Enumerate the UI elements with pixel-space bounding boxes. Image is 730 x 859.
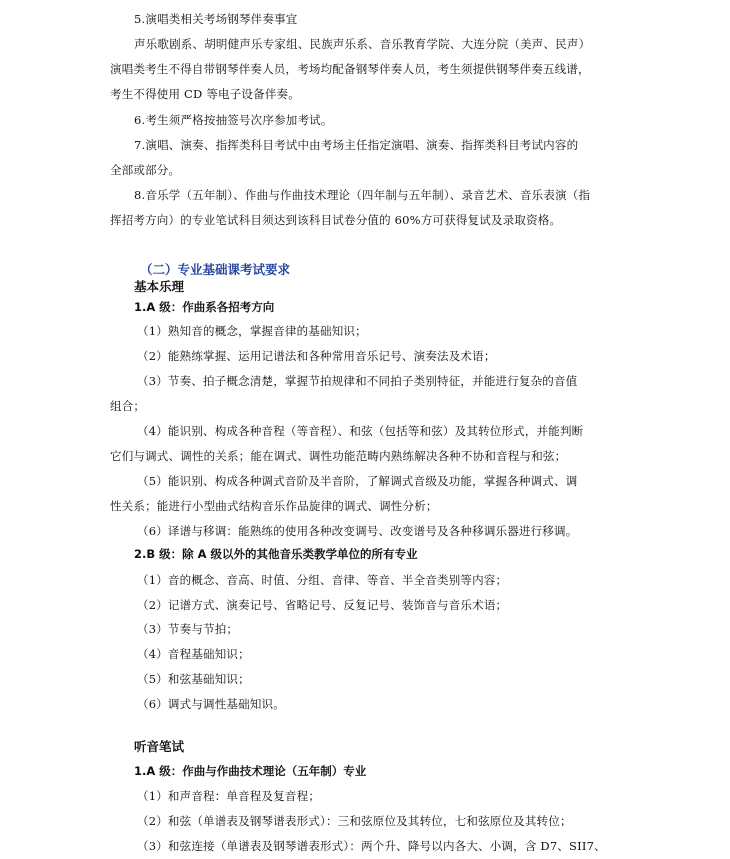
section-title: （二）专业基础课考试要求 <box>140 262 291 277</box>
level-b-line-3: （3）节奏与节拍； <box>137 622 239 636</box>
level-b-line-2: （2）记谱方式、演奏记号、省略记号、反复记号、装饰音与音乐术语； <box>137 598 508 612</box>
item-5-line-1: 声乐歌剧系、胡明健声乐专家组、民族声乐系、音乐教育学院、大连分院（美声、民声） <box>134 37 591 51</box>
level-a-line-7: （5）能识别、构成各种调式音阶及半音阶，了解调式音级及功能，掌握各种调式、调 <box>137 474 578 488</box>
level-b-line-4: （4）音程基础知识； <box>137 647 250 661</box>
level-b-line-5: （5）和弦基础知识； <box>137 672 250 686</box>
level-a-line-2: （2）能熟练掌握、运用记谱法和各种常用音乐记号、演奏法及术语； <box>137 349 496 363</box>
level-a-line-3: （3）节奏、拍子概念清楚，掌握节拍规律和不同拍子类别特征，并能进行复杂的音值 <box>137 374 578 388</box>
ear-a-line-2: （2）和弦（单谱表及钢琴谱表形式）：三和弦原位及其转位，七和弦原位及其转位； <box>137 814 572 828</box>
level-a-line-4: 组合； <box>110 399 146 413</box>
level-a-line-8: 性关系；能进行小型曲式结构音乐作品旋律的调式、调性分析； <box>110 499 438 513</box>
item-8-line-2: 挥招考方向）的专业笔试科目须达到该科目试卷分值的 60%方可获得复试及录取资格。 <box>110 213 562 227</box>
level-b-line-6: （6）调式与调性基础知识。 <box>137 697 285 711</box>
item-7-line-1: 7.演唱、演奏、指挥类科目考试中由考场主任指定演唱、演奏、指挥类科目考试内容的 <box>134 138 579 152</box>
item-8-line-1: 8.音乐学（五年制）、作曲与作曲技术理论（四年制与五年制）、录音艺术、音乐表演（指 <box>134 188 591 202</box>
level-a-line-9: （6）译谱与移调：能熟练的使用各种改变调号、改变谱号及各种移调乐器进行移调。 <box>137 524 578 538</box>
level-a-line-5: （4）能识别、构成各种音程（等音程）、和弦（包括等和弦）及其转位形式，并能判断 <box>137 424 584 438</box>
ear-training-level-a-title: 1.A 级：作曲与作曲技术理论（五年制）专业 <box>134 764 367 778</box>
level-b-line-1: （1）音的概念、音高、时值、分组、音律、等音、半全音类别等内容； <box>137 573 508 587</box>
item-6: 6.考生须严格按抽签号次序参加考试。 <box>134 113 333 127</box>
item-5-line-2: 演唱类考生不得自带钢琴伴奏人员，考场均配备钢琴伴奏人员，考生须提供钢琴伴奏五线谱， <box>110 62 590 76</box>
level-a-line-6: 它们与调式、调性的关系；能在调式、调性功能范畴内熟练解决各种不协和音程与和弦； <box>110 449 567 463</box>
level-a-line-1: （1）熟知音的概念，掌握音律的基础知识； <box>137 324 367 338</box>
ear-training-heading: 听音笔试 <box>134 739 185 754</box>
item-5-line-3: 考生不得使用 CD 等电子设备伴奏。 <box>110 87 300 101</box>
item-7-line-2: 全部或部分。 <box>110 163 181 177</box>
ear-a-line-1: （1）和声音程：单音程及复音程； <box>137 789 321 803</box>
basic-theory-heading: 基本乐理 <box>134 279 185 294</box>
basic-theory-level-a-title: 1.A 级：作曲系各招考方向 <box>134 300 275 314</box>
ear-a-line-3: （3）和弦连接（单谱表及钢琴谱表形式）：两个升、降号以内各大、小调，含 D7、SII7、 <box>137 839 606 853</box>
basic-theory-level-b-title: 2.B 级：除 A 级以外的其他音乐类教学单位的所有专业 <box>134 547 418 561</box>
item-5-title: 5.演唱类相关考场钢琴伴奏事宜 <box>134 12 298 26</box>
